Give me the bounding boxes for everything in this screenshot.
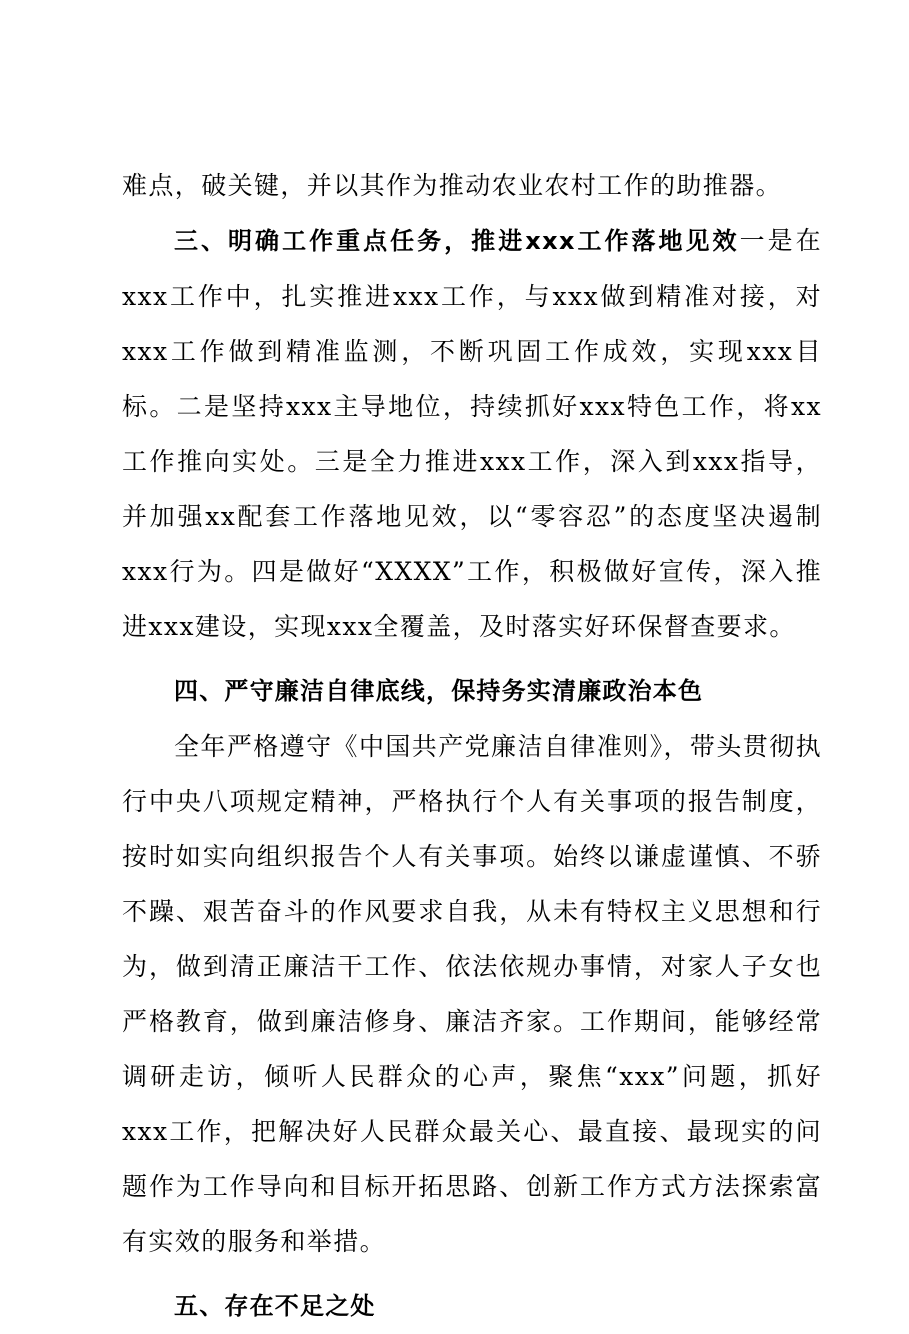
paragraph-section-3 bbox=[122, 213, 822, 654]
paragraph-section-4: 全年严格遵守《中国共产党廉洁自律准则》，带头贯彻执行中央八项规定精神，严格执行个人有关事项的报告制度，按时如实向组织报告个人有关事项。始终以谦虚谨慎、不骄不躁、艰苦奋斗的作风要求自我，从未有特权主义思想和行为，做到清正廉洁干工作、依法依规办事情，对家人子女也严格教育，做到廉洁修身、廉洁齐家。工作期间，能够经常调研走访，倾听人民群众的心声，聚焦“xxx”问题，抓好xxx工作，把解决好人民群众最关心、最直接、最现实的问题作为工作导向和目标开拓思路、创新工作方式方法探索富有实效的服务和举措。 bbox=[122, 732, 822, 1256]
section-3-heading: 三、明确工作重点任务，推进xxx工作落地见效 bbox=[174, 227, 740, 255]
paragraph-continuation: 难点，破关键，并以其作为推动农业农村工作的助推器。 bbox=[122, 171, 783, 200]
document-body bbox=[122, 158, 822, 1334]
section-4-heading: 四、严守廉洁自律底线，保持务实清廉政治本色 bbox=[174, 677, 704, 705]
section-3-body: 一是在xxx工作中，扎实推进xxx工作，与xxx做到精准对接，对xxx工作做到精准监测，不断巩固工作成效，实现xxx目标。二是坚持xxx主导地位，持续抓好xxx特色工作，将xx工作推向实处。三是全力推进xxx工作，深入到xxx指导，并加强xx配套工作落地见效，以“零容忍”的态度坚决遏制xxx行为。四是做好“XXXX”工作，积极做好宣传，深入推进xxx建设，实现xxx全覆盖，及时落实好环保督查要求。 bbox=[122, 226, 822, 641]
section-5-heading: 五、存在不足之处 bbox=[174, 1292, 376, 1320]
